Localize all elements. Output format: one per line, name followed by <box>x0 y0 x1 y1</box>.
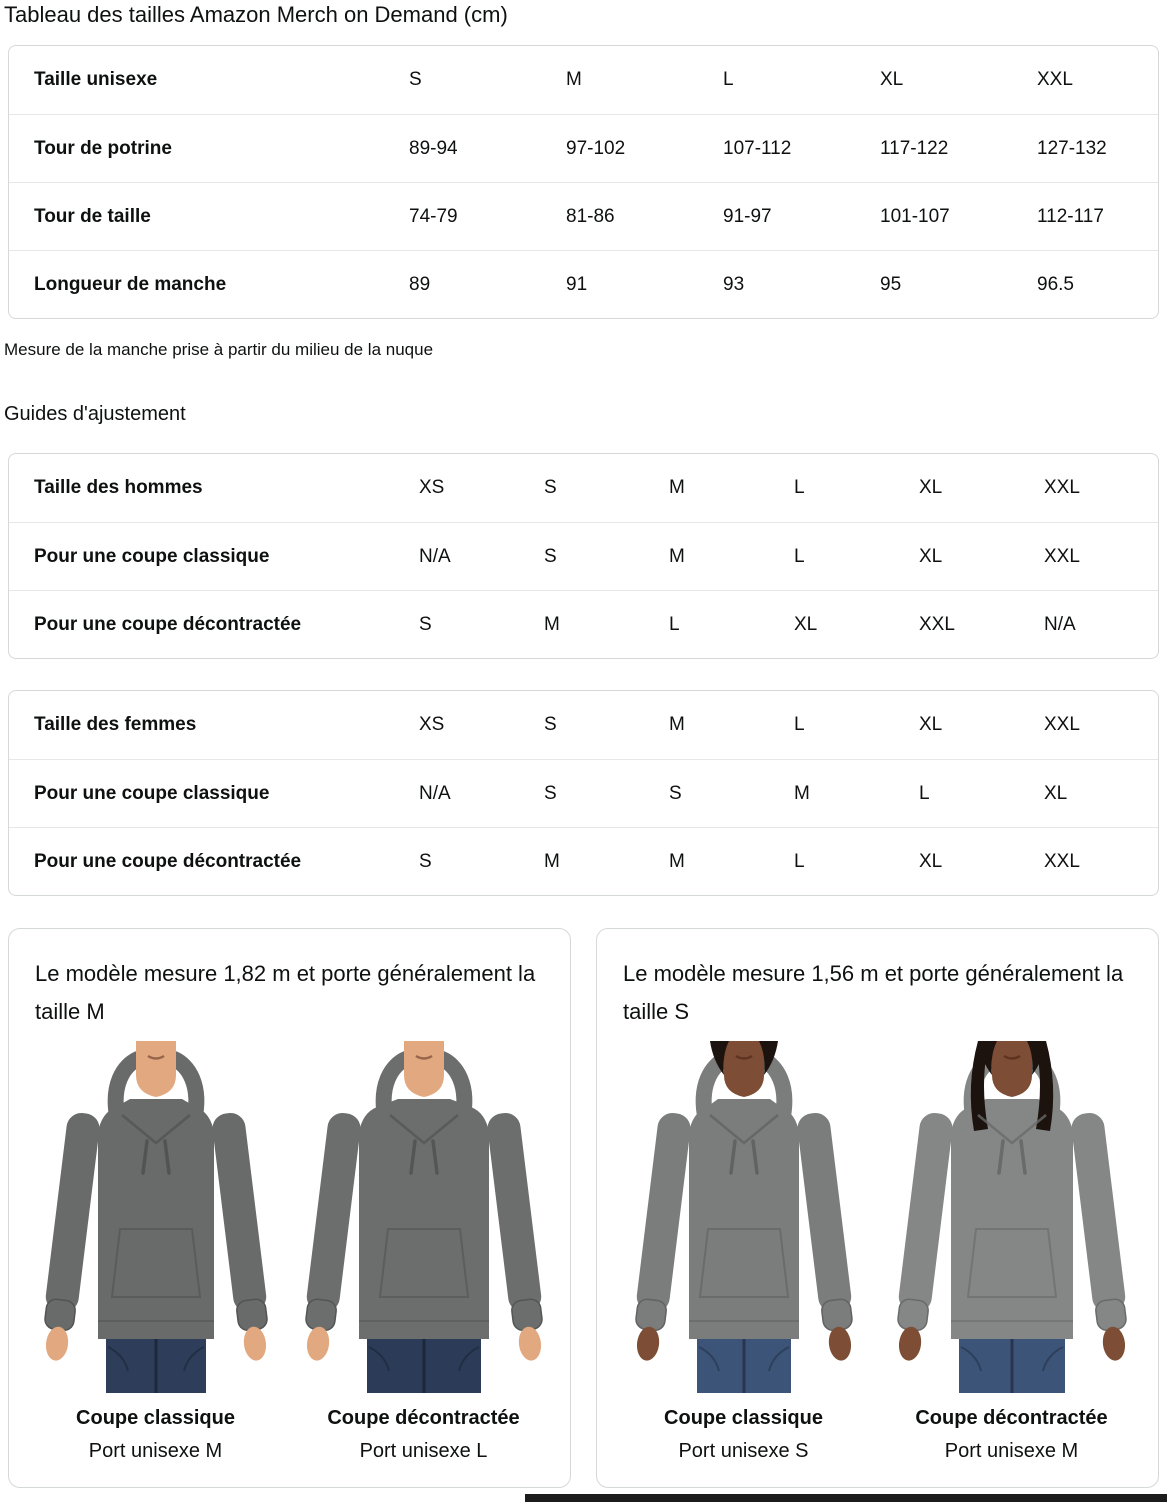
table-row <box>9 250 1158 318</box>
page-title: Tableau des tailles Amazon Merch on Demand (cm) <box>4 2 508 27</box>
size-cell: L <box>794 714 805 735</box>
row-label: Pour une coupe classique <box>34 782 270 804</box>
fit-guides-heading: Guides d'ajustement <box>4 403 186 425</box>
size-cell: XXL <box>1037 69 1073 90</box>
size-cell: S <box>544 782 557 804</box>
size-cell: L <box>794 850 805 872</box>
size-cell: N/A <box>1044 613 1076 635</box>
size-cell: 117-122 <box>880 137 949 159</box>
size-cell: 97-102 <box>566 137 626 159</box>
table-row <box>9 590 1158 658</box>
size-cell: M <box>544 850 560 872</box>
size-cell: 127-132 <box>1037 137 1107 159</box>
size-cell: 74-79 <box>409 205 458 227</box>
sleeve-measure-note: Mesure de la manche prise à partir du milieu de la nuque <box>4 340 434 359</box>
size-cell: XXL <box>1044 477 1080 498</box>
size-cell: 101-107 <box>880 205 950 227</box>
size-cell: N/A <box>419 782 451 804</box>
size-cell: M <box>669 714 685 735</box>
size-cell: XL <box>794 613 818 635</box>
size-cell: XL <box>919 714 943 735</box>
size-cell: M <box>566 69 582 90</box>
size-cell: 96.5 <box>1037 273 1074 295</box>
model-figure <box>25 1041 287 1463</box>
size-cell: 107-112 <box>723 137 792 159</box>
size-cell: XXL <box>1044 714 1080 735</box>
model-card-female <box>596 928 1159 1488</box>
size-cell: M <box>669 850 685 872</box>
size-cell: S <box>544 477 557 498</box>
table-row <box>9 759 1158 827</box>
size-cell: 91-97 <box>723 205 772 227</box>
size-cell: L <box>723 69 734 90</box>
hoodie-model-photo <box>293 1041 555 1393</box>
size-cell: S <box>419 613 432 635</box>
size-cell: 89 <box>409 273 431 295</box>
fit-caption: Coupe classique <box>76 1407 235 1429</box>
hoodie-model-photo <box>881 1041 1143 1393</box>
size-cell: S <box>544 714 557 735</box>
size-cell: XXL <box>1044 545 1080 567</box>
table-row <box>9 454 1158 522</box>
size-cell: XS <box>419 714 445 735</box>
size-cell: S <box>544 545 557 567</box>
model-figures <box>611 1041 1144 1463</box>
women-fit-table <box>8 690 1159 896</box>
row-label: Pour une coupe décontractée <box>34 850 302 872</box>
size-cell: XL <box>919 477 943 498</box>
model-card-male <box>8 928 571 1488</box>
model-figures <box>23 1041 556 1463</box>
row-label: Taille des femmes <box>34 714 197 735</box>
size-cell: XL <box>919 850 943 872</box>
size-cell: S <box>409 69 422 90</box>
size-cell: 89-94 <box>409 137 458 159</box>
bottom-dark-bar <box>525 1494 1167 1502</box>
row-label: Taille des hommes <box>34 477 203 498</box>
size-caption: Port unisexe M <box>88 1440 223 1462</box>
row-label: Taille unisexe <box>34 69 158 90</box>
size-caption: Port unisexe S <box>678 1440 809 1462</box>
size-cell: M <box>544 613 560 635</box>
table-row <box>9 114 1158 182</box>
size-cell: XXL <box>1044 850 1080 872</box>
model-figure <box>293 1041 555 1463</box>
size-cell: 95 <box>880 273 902 295</box>
row-label: Pour une coupe décontractée <box>34 613 302 635</box>
size-cell: XS <box>419 477 445 498</box>
fit-caption: Coupe décontractée <box>915 1407 1108 1429</box>
size-caption: Port unisexe L <box>359 1440 488 1462</box>
table-row <box>9 522 1158 590</box>
row-label: Tour de potrine <box>34 137 172 159</box>
model-description: Le modèle mesure 1,56 m et porte généralement la taille S <box>623 961 1124 1024</box>
size-cell: 112-117 <box>1037 205 1104 227</box>
men-fit-table <box>8 453 1159 659</box>
row-label: Pour une coupe classique <box>34 545 270 567</box>
size-table <box>8 45 1159 319</box>
table-row <box>9 46 1158 114</box>
size-cell: XXL <box>919 613 955 635</box>
size-caption: Port unisexe M <box>944 1440 1079 1462</box>
table-row <box>9 827 1158 895</box>
size-cell: XL <box>1044 782 1068 804</box>
model-description: Le modèle mesure 1,82 m et porte généralement la taille M <box>35 961 536 1024</box>
size-cell: 81-86 <box>566 205 615 227</box>
size-cell: L <box>919 782 930 804</box>
size-cell: S <box>669 782 682 804</box>
size-cell: S <box>419 850 432 872</box>
size-cell: M <box>669 545 685 567</box>
table-row <box>9 182 1158 250</box>
row-label: Tour de taille <box>34 205 151 227</box>
size-cell: L <box>794 545 805 567</box>
size-cell: L <box>669 613 680 635</box>
fit-caption: Coupe classique <box>664 1407 823 1429</box>
size-cell: N/A <box>419 545 451 567</box>
size-cell: M <box>669 477 685 498</box>
model-figure <box>613 1041 875 1463</box>
fit-caption: Coupe décontractée <box>327 1407 520 1429</box>
size-cell: XL <box>919 545 943 567</box>
hoodie-model-photo <box>25 1041 287 1393</box>
hoodie-model-photo <box>613 1041 875 1393</box>
model-figure <box>881 1041 1143 1463</box>
row-label: Longueur de manche <box>34 273 227 295</box>
size-cell: 91 <box>566 273 588 295</box>
size-cell: M <box>794 782 810 804</box>
size-cell: L <box>794 477 805 498</box>
size-cell: XL <box>880 69 904 90</box>
table-row <box>9 691 1158 759</box>
model-cards <box>8 928 1159 1488</box>
size-cell: 93 <box>723 273 745 295</box>
